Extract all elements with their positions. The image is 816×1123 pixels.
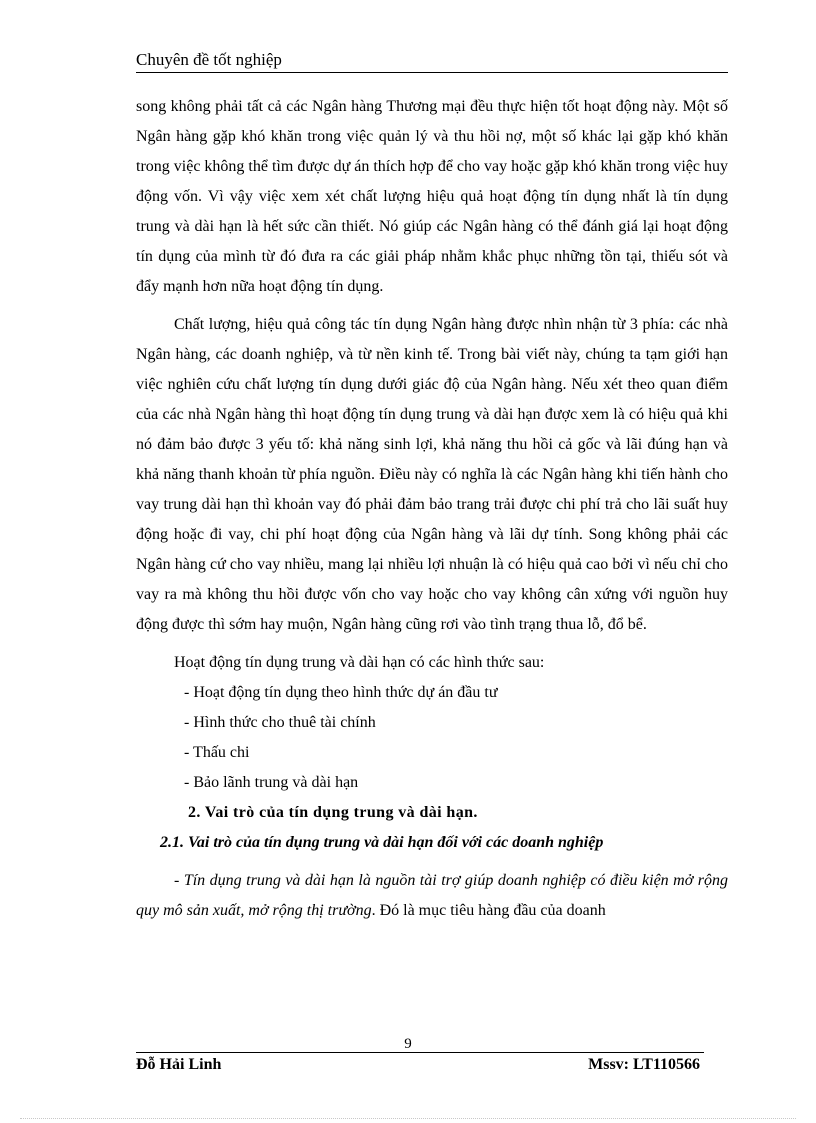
paragraph-3 bbox=[136, 866, 728, 926]
page-boundary bbox=[20, 1118, 796, 1119]
document-title: Chuyên đề tốt nghiệp bbox=[136, 50, 282, 69]
list-item: - Thấu chi bbox=[184, 744, 250, 761]
paragraph-3-italic: - Tín dụng trung và dài hạn là nguồn tài trợ giúp doanh nghiệp có điều kiện mở rộng quy mô sản xuất, mở rộng thị trường bbox=[136, 872, 728, 919]
list-item: - Hình thức cho thuê tài chính bbox=[184, 714, 376, 731]
document-body bbox=[136, 92, 728, 942]
list-item: - Bảo lãnh trung và dài hạn bbox=[184, 774, 359, 791]
paragraph-1: song không phải tất cả các Ngân hàng Thương mại đều thực hiện tốt hoạt động này. Một số Ngân hàng gặp khó khăn trong việc quản lý và thu hồi nợ, một số khác lại gặp khó khăn trong việc không thể tìm được dự án thích hợp để cho vay hoặc gặp khó khăn trong việc huy động vốn. Vì vậy việc xem xét chất lượng hiệu quả hoạt động tín dụng nhất là tín dụng trung và dài hạn là hết sức cần thiết. Nó giúp các Ngân hàng có thể đánh giá lại hoạt động tín dụng của mình từ đó đưa ra các giải pháp nhằm khắc phục những tồn tại, thiếu sót và đẩy mạnh hơn nữa hoạt động tín dụng. bbox=[136, 98, 728, 295]
paragraph-3-normal: . Đó là mục tiêu hàng đầu của doanh bbox=[371, 902, 606, 919]
list-intro: Hoạt động tín dụng trung và dài hạn có các hình thức sau: bbox=[174, 654, 545, 671]
page-header bbox=[136, 50, 728, 73]
footer-author: Đỗ Hải Linh bbox=[136, 1056, 222, 1073]
section-heading: 2. Vai trò của tín dụng trung và dài hạn. bbox=[188, 804, 478, 821]
subsection-heading: 2.1. Vai trò của tín dụng trung và dài hạn đối với các doanh nghiệp bbox=[160, 834, 604, 851]
footer-student-id: Mssv: LT110566 bbox=[588, 1056, 700, 1073]
page-number: 9 bbox=[404, 1036, 412, 1052]
footer-divider bbox=[136, 1052, 704, 1053]
paragraph-2: Chất lượng, hiệu quả công tác tín dụng Ngân hàng được nhìn nhận từ 3 phía: các nhà Ngân hàng, các doanh nghiệp, và từ nền kinh tế. Trong bài viết này, chúng ta tạm giới hạn việc nghiên cứu chất lượng tín dụng dưới giác độ của Ngân hàng. Nếu xét theo quan điểm của các nhà Ngân hàng thì hoạt động tín dụng trung và dài hạn được xem là có hiệu quả khi nó đảm bảo được 3 yếu tố: khả năng sinh lợi, khả năng thu hồi cả gốc và lãi đúng hạn và khả năng thanh khoản từ phía nguồn. Điều này có nghĩa là các Ngân hàng khi tiến hành cho vay trung dài hạn thì khoản vay đó phải đảm bảo trang trải được chi phí trả cho lãi suất huy động hoặc đi vay, chi phí hoạt động của Ngân hàng và lãi dự tính. Song không phải các Ngân hàng cứ cho vay nhiều, mang lại nhiều lợi nhuận là có hiệu quả cao bởi vì nếu chỉ cho vay ra mà không thu hồi được vốn cho vay hoặc cho vay không cân xứng với nguồn huy động được thì sớm hay muộn, Ngân hàng cũng rơi vào tình trạng thua lỗ, đổ bể. bbox=[136, 316, 728, 633]
list-item: - Hoạt động tín dụng theo hình thức dự án đầu tư bbox=[184, 684, 498, 701]
forms-list bbox=[136, 678, 728, 798]
